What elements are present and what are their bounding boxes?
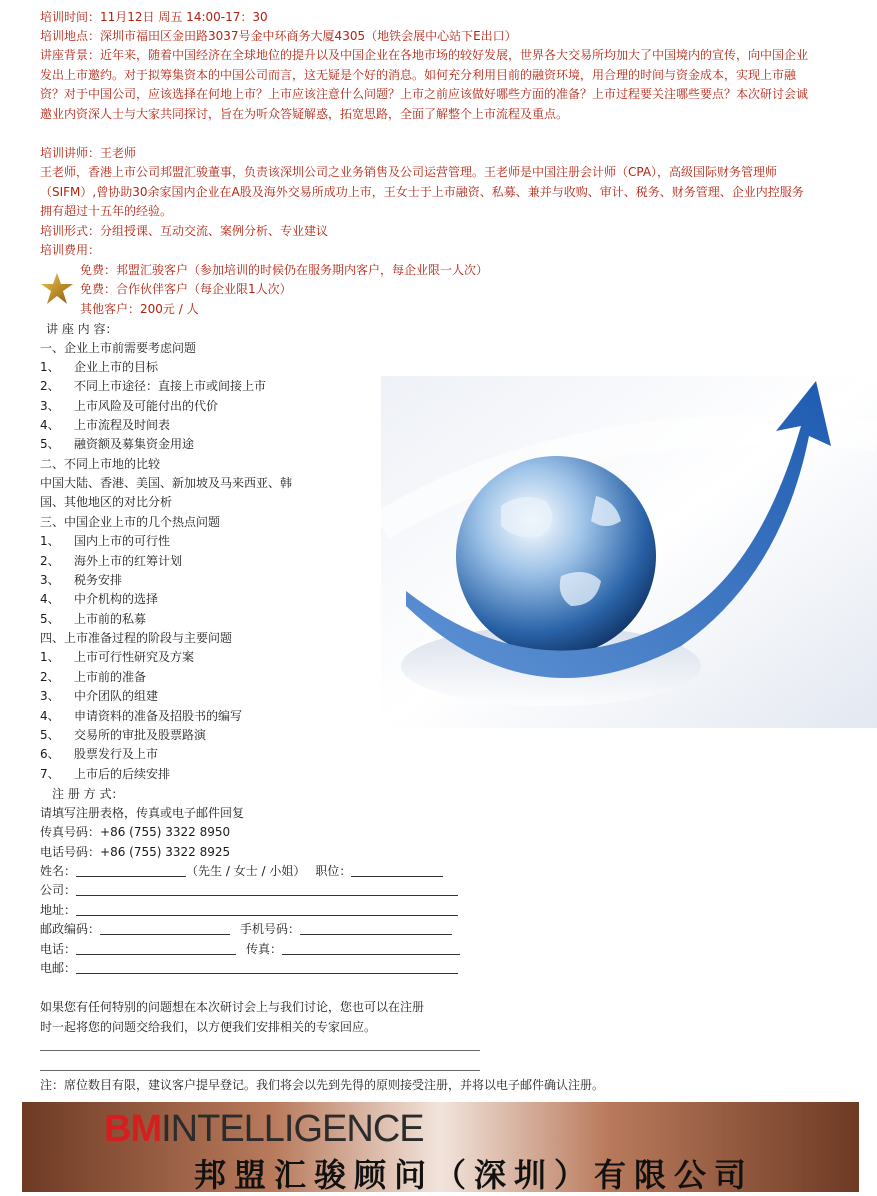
phone-label: 电话号码：: [40, 845, 101, 859]
fax-number: +86 (755) 3322 8950: [100, 825, 231, 839]
list-item: [40, 610, 146, 629]
item-text: 中介团队的组建: [74, 689, 159, 703]
format-line: [40, 222, 328, 241]
trainer-bio: 王老师，香港上市公司邦盟汇骏董事，负责该深圳公司之业务销售及公司运营管理。王老师是中国注册会计师（CPA），高级国际财务管理师（SIFM）,曾协助30余家国内企业在A股及海外交易所成功上市，王女士于上市融资、私募、兼并与收购、审计、税务、财务管理、企业内控服务拥有超过十五年的经验。: [40, 165, 804, 218]
comparison-line: 国、其他地区的对比分析: [40, 495, 173, 509]
item-number: 4、: [40, 418, 60, 432]
list-item: [40, 765, 170, 784]
item-text: 税务安排: [74, 573, 123, 587]
email-row: [40, 959, 458, 978]
position-label: 职位：: [315, 864, 352, 878]
item-text: 交易所的审批及股票路演: [74, 728, 207, 742]
format-label: 培训形式：: [40, 224, 101, 238]
address-field[interactable]: [76, 903, 458, 916]
star-icon: [40, 272, 74, 306]
salutation-options: （先生 / 女士 / 小姐）: [186, 864, 306, 878]
item-text: 上市前的准备: [74, 670, 147, 684]
tel-field[interactable]: [76, 942, 236, 955]
item-number: 4、: [40, 709, 60, 723]
phone-line: [40, 843, 230, 862]
list-item: [40, 397, 218, 416]
section-heading: 三、中国企业上市的几个热点问题: [40, 515, 221, 529]
name-field[interactable]: [76, 864, 186, 877]
item-number: 3、: [40, 399, 60, 413]
question-answer-line[interactable]: [40, 1050, 480, 1051]
name-row: [40, 862, 443, 881]
postcode-row: [40, 920, 452, 939]
item-text: 上市可行性研究及方案: [74, 650, 195, 664]
content-title: 讲 座 内 容：: [46, 322, 118, 336]
item-number: 1、: [40, 650, 60, 664]
phone-number: +86 (755) 3322 8925: [100, 845, 231, 859]
trainer-line: [40, 144, 136, 163]
list-item: [40, 687, 158, 706]
venue-value: 深圳市福田区金田路3037号金中环商务大厦4305（地铁会展中心站下E出口）: [100, 29, 517, 43]
time-value: 11月12日 周五 14:00-17：30: [100, 10, 268, 24]
email-field[interactable]: [76, 961, 458, 974]
fee-label: 培训费用：: [40, 243, 101, 257]
time-label: 培训时间：: [40, 10, 101, 24]
list-item: [40, 552, 182, 571]
mobile-field[interactable]: [300, 922, 452, 935]
fax-label: 传真号码：: [40, 825, 101, 839]
item-number: 2、: [40, 554, 60, 568]
list-item: [40, 435, 194, 454]
brand-bm: BM: [104, 1108, 162, 1150]
item-text: 上市流程及时间表: [74, 418, 171, 432]
fee-item: 免费：合作伙伴客户（每企业限1人次）: [80, 282, 292, 296]
list-item: [40, 707, 242, 726]
item-text: 不同上市途径：直接上市或间接上市: [74, 379, 267, 393]
item-number: 1、: [40, 360, 60, 374]
list-item: [40, 416, 170, 435]
brand-intelligence: INTELLIGENCE: [161, 1108, 424, 1150]
postcode-label: 邮政编码：: [40, 922, 101, 936]
section-heading: 二、不同上市地的比较: [40, 457, 161, 471]
company-field[interactable]: [76, 883, 458, 896]
name-label: 姓名：: [40, 864, 77, 878]
address-row: [40, 901, 458, 920]
footer-banner: [22, 1102, 859, 1192]
venue-label: 培训地点：: [40, 29, 101, 43]
section-heading: 一、企业上市前需要考虑问题: [40, 341, 197, 355]
registration-title: 注 册 方 式：: [52, 787, 124, 801]
item-number: 5、: [40, 728, 60, 742]
mobile-label: 手机号码：: [240, 922, 301, 936]
trainer-label: 培训讲师：: [40, 146, 101, 160]
fee-item: 其他客户：200元 / 人: [80, 302, 199, 316]
faxfield-label: 传真：: [246, 942, 283, 956]
item-number: 6、: [40, 747, 60, 761]
email-label: 电邮：: [40, 961, 77, 975]
list-item: [40, 532, 170, 551]
item-text: 国内上市的可行性: [74, 534, 171, 548]
item-text: 上市后的后续安排: [74, 767, 171, 781]
background-text: 近年来，随着中国经济在全球地位的提升以及中国企业在各地市场的较好发展，世界各大交易所均加大了中国境内的宣传，向中国企业发出上市邀约。对于拟筹集资本的中国公司而言，这无疑是个好的消息。如何充分利用目前的融资环境，用合理的时间与资金成本，实现上市融资？对于中国公司，应该选择在何地上市？上市应该注意什么问题？上市之前应该做好哪些方面的准备？上市过程要关注哪些要点？本次研讨会诚邀业内资深人士与大家共同探讨，旨在为听众答疑解惑，拓宽思路，全面了解整个上市流程及重点。: [40, 48, 809, 121]
tel-label: 电话：: [40, 942, 77, 956]
list-item: [40, 571, 122, 590]
questions-line: 如果您有任何特别的问题想在本次研讨会上与我们讨论，您也可以在注册: [40, 1000, 425, 1014]
postcode-field[interactable]: [100, 922, 230, 935]
background-label: 讲座背景：: [40, 48, 101, 62]
question-answer-line[interactable]: [40, 1070, 480, 1071]
list-item: [40, 358, 158, 377]
item-number: 5、: [40, 437, 60, 451]
company-row: [40, 881, 458, 900]
item-text: 股票发行及上市: [74, 747, 159, 761]
list-item: [40, 745, 158, 764]
brand-logo: [104, 1108, 424, 1151]
item-number: 7、: [40, 767, 60, 781]
tel-row: [40, 940, 460, 959]
item-number: 5、: [40, 612, 60, 626]
item-text: 上市前的私募: [74, 612, 147, 626]
item-number: 3、: [40, 689, 60, 703]
item-text: 海外上市的红筹计划: [74, 554, 183, 568]
item-number: 2、: [40, 670, 60, 684]
item-text: 上市风险及可能付出的代价: [74, 399, 219, 413]
fee-item: 免费：邦盟汇骏客户（参加培训的时候仍在服务期内客户，每企业限一人次）: [80, 263, 489, 277]
item-number: 3、: [40, 573, 60, 587]
list-item: [40, 377, 266, 396]
time-line: [40, 8, 268, 27]
fax-line: [40, 823, 230, 842]
position-field[interactable]: [351, 864, 443, 877]
list-item: [40, 590, 158, 609]
venue-line: [40, 27, 517, 46]
item-text: 申请资料的准备及招股书的编写: [74, 709, 243, 723]
item-number: 1、: [40, 534, 60, 548]
background-paragraph: [40, 46, 810, 124]
company-label: 公司：: [40, 883, 77, 897]
faxfield-field[interactable]: [282, 942, 460, 955]
section-heading: 四、上市准备过程的阶段与主要问题: [40, 631, 233, 645]
list-item: [40, 668, 146, 687]
list-item: [40, 648, 194, 667]
trainer-value: 王老师: [100, 146, 137, 160]
item-text: 企业上市的目标: [74, 360, 159, 374]
item-number: 2、: [40, 379, 60, 393]
questions-line: 时一起将您的问题交给我们，以方便我们安排相关的专家回应。: [40, 1020, 377, 1034]
list-item: [40, 726, 206, 745]
comparison-line: 中国大陆、香港、美国、新加坡及马来西亚、韩: [40, 476, 293, 490]
item-text: 中介机构的选择: [74, 592, 159, 606]
item-text: 融资额及募集资金用途: [74, 437, 195, 451]
registration-instruction: 请填写注册表格，传真或电子邮件回复: [40, 806, 245, 820]
item-number: 4、: [40, 592, 60, 606]
format-value: 分组授课、互动交流、案例分析、专业建议: [100, 224, 329, 238]
company-name: 邦盟汇骏顾问（深圳）有限公司: [194, 1156, 755, 1194]
seat-note: 注：席位数目有限，建议客户提早登记。我们将会以先到先得的原则接受注册，并将以电子邮件确认注册。: [40, 1078, 605, 1092]
address-label: 地址：: [40, 903, 77, 917]
globe-arrow-illustration: [381, 376, 877, 728]
